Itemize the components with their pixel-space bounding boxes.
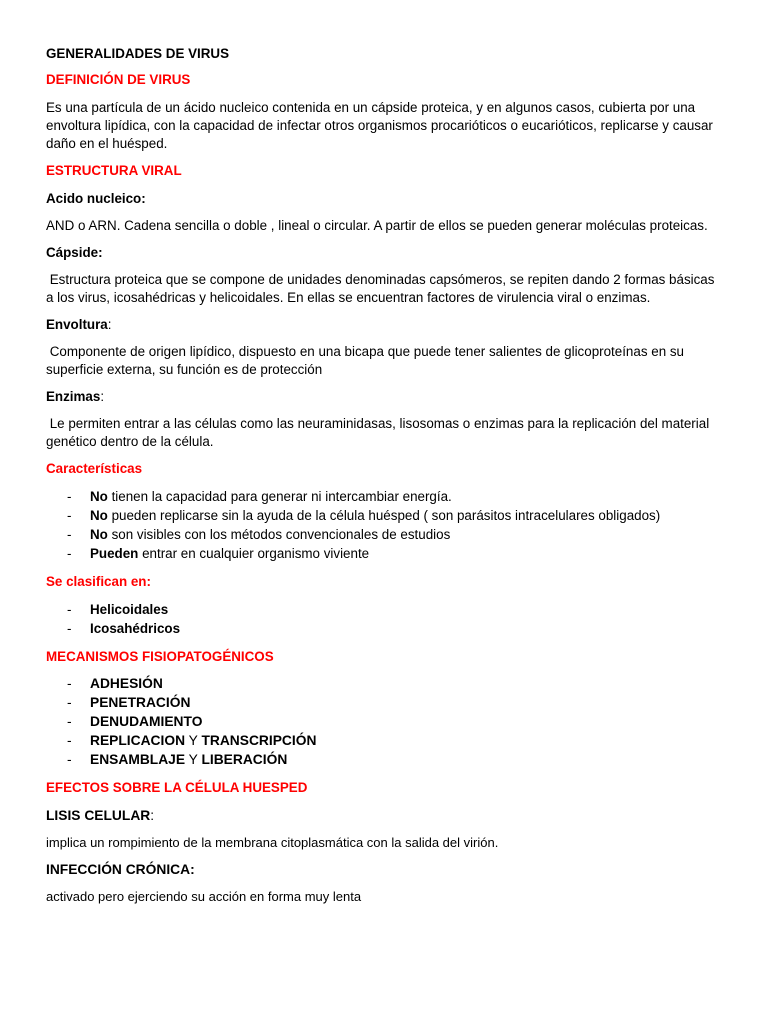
lisis-label: LISIS CELULAR: xyxy=(46,808,155,823)
estructura-heading: ESTRUCTURA VIRAL xyxy=(46,163,182,178)
clasifican-heading: Se clasifican en: xyxy=(46,574,151,589)
caracteristicas-list xyxy=(46,488,722,563)
list-item: - Helicoidales xyxy=(67,602,169,617)
list-item: - Icosahédricos xyxy=(67,621,181,636)
mecanismos-list xyxy=(46,675,722,769)
list-item: - No tienen la capacidad para generar ni intercambiar energía. xyxy=(67,489,452,504)
list-item: - REPLICACION Y TRANSCRIPCIÓN xyxy=(67,733,317,748)
acido-label: Acido nucleico: xyxy=(46,191,146,206)
acido-text: AND o ARN. Cadena sencilla o doble , lineal o circular. A partir de ellos se pueden generar moléculas proteicas. xyxy=(46,218,708,233)
lisis-text: implica un rompimiento de la membrana citoplasmática con la salida del virión. xyxy=(46,835,499,850)
cronica-text: activado pero ejerciendo su acción en forma muy lenta xyxy=(46,889,362,904)
efectos-heading: EFECTOS SOBRE LA CÉLULA HUESPED xyxy=(46,780,308,795)
list-item: - No pueden replicarse sin la ayuda de la célula huésped ( son parásitos intracelulares obligados) xyxy=(67,508,661,523)
envoltura-text: Componente de origen lipídico, dispuesto en una bicapa que puede tener salientes de glicoproteínas en su superficie externa, su función es de protección xyxy=(46,344,688,377)
list-item: - ADHESIÓN xyxy=(67,676,163,691)
list-item: - PENETRACIÓN xyxy=(67,695,191,710)
list-item: - DENUDAMIENTO xyxy=(67,714,203,729)
mecanismos-heading: MECANISMOS FISIOPATOGÉNICOS xyxy=(46,649,274,664)
document-title: GENERALIDADES DE VIRUS xyxy=(46,46,230,61)
enzimas-text: Le permiten entrar a las células como las neuraminidasas, lisosomas o enzimas para la replicación del material genético dentro de la célula. xyxy=(46,416,713,449)
definicion-text: Es una partícula de un ácido nucleico contenida en un cápside proteica, y en algunos casos, cubierta por una envoltura lipídica, con la capacidad de infectar otros organismos procarióticos o eucarióticos, replicarse y causar daño en el huésped. xyxy=(46,100,713,151)
cronica-label: INFECCIÓN CRÓNICA: xyxy=(46,862,195,877)
envoltura-label: Envoltura: xyxy=(46,317,112,332)
capside-text: Estructura proteica que se compone de unidades denominadas capsómeros, se repiten dando 2 formas básicas a los virus, icosahédricas y helicoidales. En ellas se encuentran factores de virulencia viral o enzimas. xyxy=(46,272,719,305)
list-item: - No son visibles con los métodos convencionales de estudios xyxy=(67,527,451,542)
caracteristicas-heading: Características xyxy=(46,461,143,476)
list-item: - Pueden entrar en cualquier organismo viviente xyxy=(67,546,370,561)
enzimas-label: Enzimas: xyxy=(46,389,105,404)
capside-label: Cápside: xyxy=(46,245,103,260)
clasifican-list xyxy=(46,601,722,638)
definicion-heading: DEFINICIÓN DE VIRUS xyxy=(46,72,191,87)
list-item: - ENSAMBLAJE Y LIBERACIÓN xyxy=(67,752,288,767)
